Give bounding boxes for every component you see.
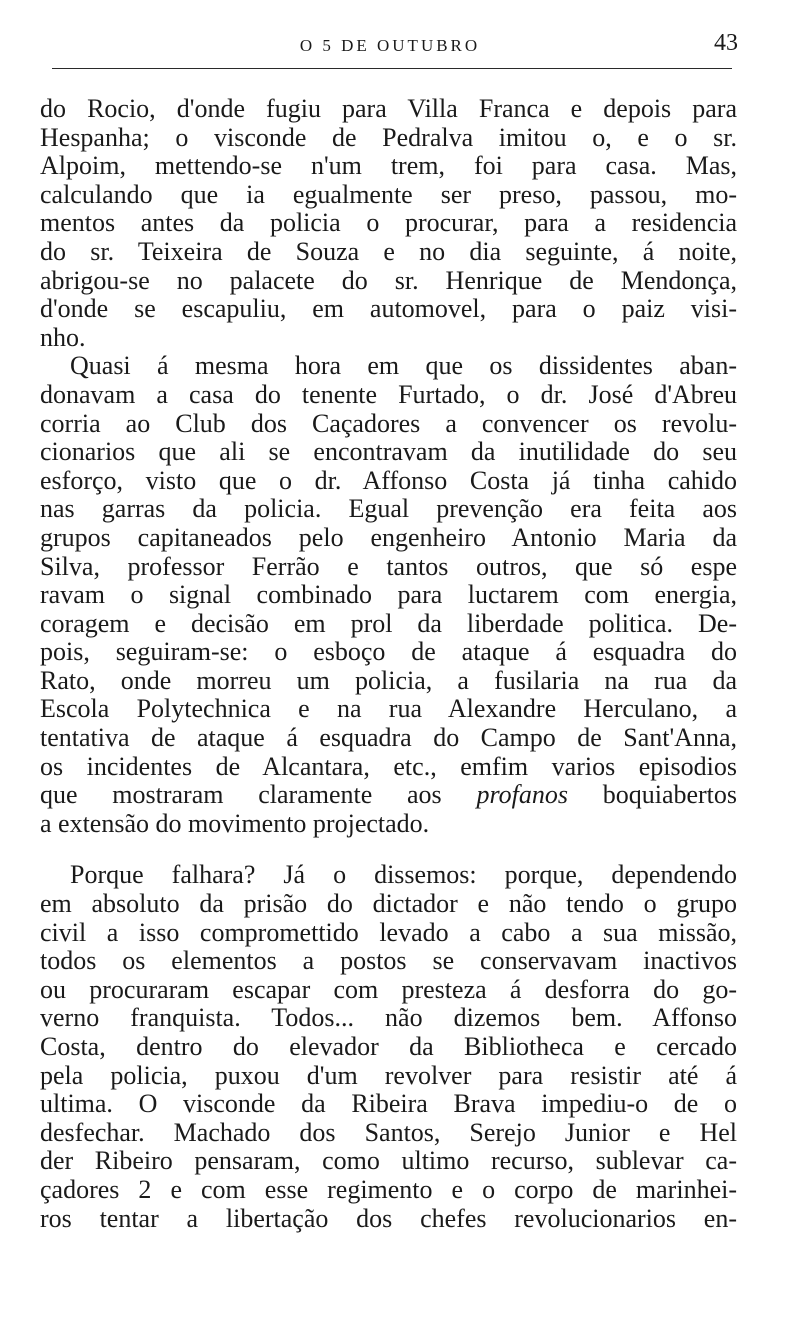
text-line: ou procuraram escapar com presteza á desforra do go-: [40, 974, 737, 1004]
text-line: Quasi á mesma hora em que os dissidentes aban-: [70, 351, 737, 381]
text-line: esforço, visto que o dr. Affonso Costa já tinha cahido: [40, 465, 737, 495]
text-line: cionarios que ali se encontravam da inutilidade do seu: [40, 437, 737, 467]
text-line: ravam o signal combinado para luctarem com energia,: [40, 580, 737, 610]
text-line: Rato, onde morreu um policia, a fusilaria na rua da: [40, 665, 737, 695]
text-line: calculando que ia egualmente ser preso, passou, mo-: [40, 179, 737, 209]
paragraph-2: [40, 352, 737, 838]
text-line: tentativa de ataque á esquadra do Campo de Sant'Anna,: [40, 723, 737, 753]
text-line: ultima. O visconde da Ribeira Brava impediu-o de o: [40, 1089, 737, 1119]
italic-word: profanos: [476, 780, 568, 810]
text-line: Alpoim, mettendo-se n'um trem, foi para casa. Mas,: [40, 151, 737, 181]
text-line: coragem e decisão em prol da liberdade politica. De-: [40, 608, 737, 638]
text-line: mentos antes da policia o procurar, para a residencia: [40, 208, 737, 238]
text-line: os incidentes de Alcantara, etc., emfim varios episodios: [40, 751, 737, 781]
text-line: abrigou-se no palacete do sr. Henrique de Mendonça,: [40, 265, 737, 295]
text-line-with-italic: [40, 781, 737, 810]
paragraph-gap: [40, 838, 737, 861]
text-line: Porque falhara? Já o dissemos: porque, dependendo: [70, 860, 737, 890]
text-line: nho.: [40, 322, 86, 352]
running-title: O 5 DE OUTUBRO: [299, 36, 481, 55]
body-text: [40, 95, 737, 1233]
page-header: [40, 30, 740, 64]
text-line: verno franquista. Todos... não dizemos bem. Affonso: [40, 1003, 737, 1033]
text-line: Silva, professor Ferrão e tantos outros, que só espe: [40, 551, 737, 581]
text-line: do Rocio, d'onde fugiu para Villa Franca e depois para: [40, 94, 737, 123]
header-rule: [52, 68, 732, 69]
text-line: civil a isso compromettido levado a cabo a sua missão,: [40, 917, 737, 947]
text-line: Costa, dentro do elevador da Bibliotheca e cercado: [40, 1032, 737, 1061]
text-line: a extensão do movimento projectado.: [40, 808, 430, 838]
text-line: Hespanha; o visconde de Pedralva imitou o, e o sr.: [40, 122, 737, 152]
page-number: 43: [714, 30, 738, 56]
text-line: em absoluto da prisão do dictador e não tendo o grupo: [40, 889, 737, 919]
text-line: d'onde se escapuliu, em automovel, para o paiz visi-: [40, 294, 737, 324]
text-line: nas garras da policia. Egual prevenção era feita aos: [40, 494, 737, 524]
text-line: donavam a casa do tenente Furtado, o dr. José d'Abreu: [40, 379, 737, 409]
text-line: do sr. Teixeira de Souza e no dia seguinte, á noite,: [40, 236, 737, 266]
text-segment: que mostraram claramente aos: [40, 780, 442, 810]
text-segment: boquiabertos: [602, 780, 738, 810]
text-line: der Ribeiro pensaram, como ultimo recurso, sublevar ca-: [40, 1146, 737, 1176]
paragraph-1: [40, 95, 737, 352]
text-line: pois, seguiram-se: o esboço de ataque á esquadra do: [40, 637, 737, 667]
paragraph-3: [40, 861, 737, 1233]
text-line: çadores 2 e com esse regimento e o corpo de marinhei-: [40, 1174, 737, 1204]
text-line: ros tentar a libertação dos chefes revolucionarios en-: [40, 1203, 737, 1233]
text-line: pela policia, puxou d'um revolver para resistir até á: [40, 1060, 737, 1090]
text-line: desfechar. Machado dos Santos, Serejo Junior e Hel: [40, 1117, 737, 1147]
text-line: todos os elementos a postos se conservavam inactivos: [40, 946, 737, 976]
text-line: Escola Polytechnica e na rua Alexandre Herculano, a: [40, 694, 737, 724]
text-line: corria ao Club dos Caçadores a convencer os revolu-: [40, 408, 737, 438]
text-line: grupos capitaneados pelo engenheiro Antonio Maria da: [40, 522, 737, 552]
